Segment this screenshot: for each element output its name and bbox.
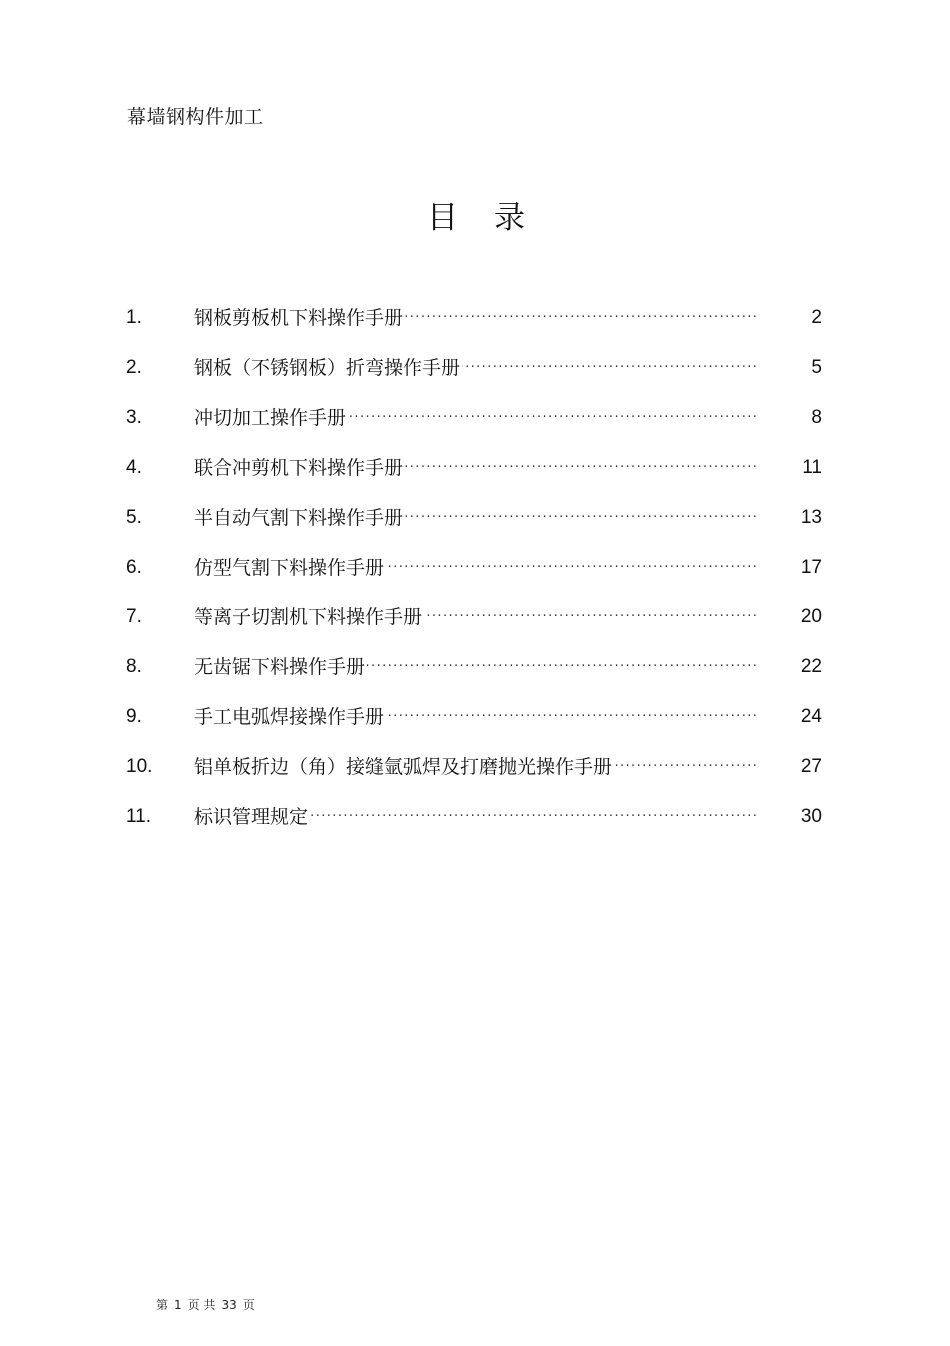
toc-entry-number: 3. [126,406,142,428]
toc-entry-number: 1. [126,307,142,328]
toc-entry-page: 8 [811,406,822,428]
toc-entry-number: 2. [126,356,142,378]
toc-entry-title: 标识管理规定 [194,806,309,828]
toc-entry-number: 11. [126,806,152,827]
document-header: 幕墙钢构件加工 [127,106,264,128]
toc-entry-leader [194,453,756,483]
toc-entry-page: 24 [800,706,822,728]
toc-entry-page: 27 [800,756,822,778]
footer-suffix: 页 [242,1298,255,1312]
toc-entry-title: 冲切加工操作手册 [194,406,347,429]
footer-current-page: 1 [174,1298,182,1312]
toc-entry-leader [194,403,756,433]
toc-entry[interactable] [0,403,950,433]
toc-entry-number: 8. [126,656,142,678]
toc-entry-title: 等离子切割机下料操作手册 [194,606,423,629]
toc-entry-title: 无齿锯下料操作手册 [194,656,366,679]
toc-entry[interactable] [0,303,950,333]
toc-entry-number: 5. [126,506,142,528]
footer-prefix: 第 [156,1298,169,1312]
toc-entry-leader [194,702,756,732]
toc-title: 目录 [427,200,561,236]
toc-entry-leader [194,553,756,583]
toc-entry[interactable] [0,702,950,732]
toc-entry-leader [194,752,756,782]
toc-entry-number: 7. [126,606,142,628]
toc-entry-number: 4. [126,456,142,478]
toc-entry-title: 半自动气割下料操作手册 [194,506,404,529]
toc-entry-number: 9. [126,706,142,728]
toc-entry-leader [194,802,756,832]
toc-entry-title: 仿型气割下料操作手册 [194,556,385,579]
toc-entry-title: 钢板剪板机下料操作手册 [194,307,404,329]
toc-entry-title: 手工电弧焊接操作手册 [194,706,385,729]
footer-middle: 页 共 [187,1298,216,1312]
toc-entry-page: 2 [811,307,822,328]
toc-entry-leader [194,353,756,383]
toc-entry[interactable] [0,353,950,383]
toc-entry-title: 联合冲剪机下料操作手册 [194,456,404,479]
toc-entry-page: 22 [800,656,822,678]
toc-entry[interactable] [0,652,950,682]
toc-entry[interactable] [0,453,950,483]
toc-entry[interactable] [0,802,950,832]
toc-entry-page: 5 [811,356,822,378]
footer-total-pages: 33 [221,1298,237,1312]
toc-entry-leader [194,303,756,333]
toc-entry-page: 17 [800,556,822,578]
toc-entry-page: 20 [800,606,822,628]
toc-entry-leader [194,602,756,632]
toc-entry-number: 10. [126,756,153,778]
toc-entry-title: 铝单板折边（角）接缝氩弧焊及打磨抛光操作手册 [194,756,613,779]
toc-entry-page: 11 [802,456,822,478]
toc-entry[interactable] [0,553,950,583]
toc-entry-leader [194,503,756,533]
toc-entry-page: 30 [800,806,822,827]
toc-entry[interactable] [0,752,950,782]
page-footer [156,1297,261,1313]
toc-entry-number: 6. [126,556,142,578]
toc-entry[interactable] [0,503,950,533]
toc-entry-leader [194,652,756,682]
toc-entry-title: 钢板（不锈钢板）折弯操作手册 [194,356,461,379]
toc-entry-page: 13 [800,506,822,528]
toc-entry[interactable] [0,602,950,632]
